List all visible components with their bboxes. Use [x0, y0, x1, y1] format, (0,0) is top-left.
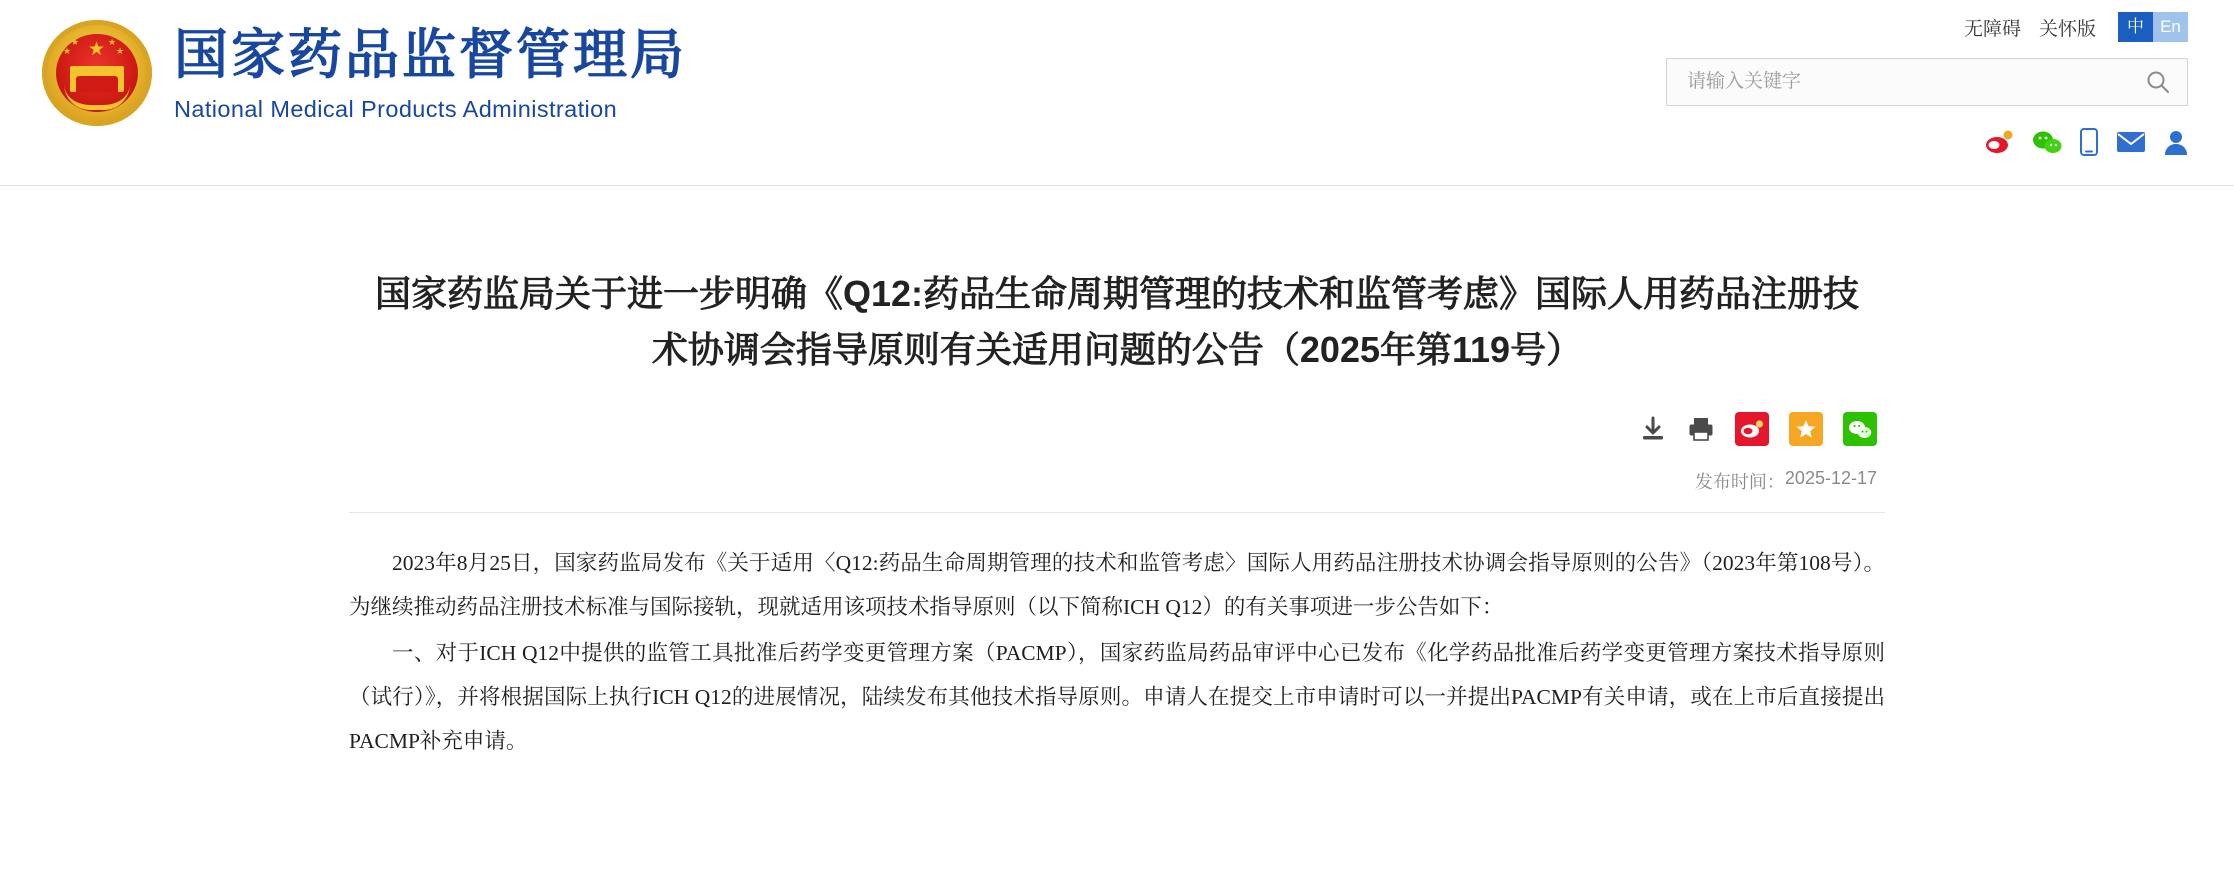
top-utility-links	[1946, 12, 2188, 42]
article-body	[349, 541, 1885, 763]
weibo-icon[interactable]	[1984, 129, 2014, 155]
org-name-en: National Medical Products Administration	[174, 96, 618, 122]
site-logo[interactable]	[38, 14, 687, 132]
share-wechat-icon[interactable]	[1843, 412, 1877, 446]
accessibility-link[interactable]: 无障碍	[1963, 18, 2021, 40]
language-switch[interactable]	[2118, 12, 2188, 42]
search-box[interactable]	[1666, 58, 2188, 106]
download-icon[interactable]	[1639, 415, 1667, 443]
care-version-link[interactable]: 关怀版	[2038, 18, 2096, 40]
user-icon[interactable]	[2164, 129, 2188, 155]
wechat-icon[interactable]	[2032, 129, 2062, 155]
print-icon[interactable]	[1687, 415, 1715, 443]
lang-en-button[interactable]: En	[2153, 12, 2188, 42]
org-name-cn: 国家药品监督管理局	[174, 25, 687, 85]
china-national-emblem-icon: ★ ★ ★ ★ ★	[38, 14, 156, 132]
site-header	[0, 0, 2234, 186]
social-icon-row	[1984, 128, 2188, 156]
mobile-icon[interactable]	[2080, 128, 2098, 156]
article-paragraph: 一、对于ICH Q12中提供的监管工具批准后药学变更管理方案（PACMP），国家药监局药品审评中心已发布《化学药品批准后药学变更管理方案技术指导原则（试行）》，并将根据国际上执行ICH Q12的进展情况，陆续发布其他技术指导原则。申请人在提交上市申请时可以一并提出PACMP有关申请，或在上市后直接提出PACMP补充申请。	[349, 641, 1885, 754]
search-button[interactable]	[2129, 59, 2187, 105]
email-icon[interactable]	[2116, 130, 2146, 154]
lang-cn-button[interactable]: 中	[2118, 12, 2153, 42]
publish-time-label: 发布时间：	[1694, 472, 1785, 493]
page-title: 国家药监局关于进一步明确《Q12:药品生命周期管理的技术和监管考虑》国际人用药品注册技术协调会指导原则有关适用问题的公告（2025年第119号）	[374, 273, 1860, 371]
publish-time-value: 2025-12-17	[1784, 468, 1877, 489]
article-container	[349, 186, 1885, 763]
article-paragraph: 2023年8月25日，国家药监局发布《关于适用〈Q12:药品生命周期管理的技术和监管考虑〉国际人用药品注册技术协调会指导原则的公告》（2023年第108号）。为继续推动药品注册技术标准与国际接轨，现就适用该项技术指导原则（以下简称ICH Q12）的有关事项进一步公告如下：	[349, 551, 1885, 620]
article-toolbar	[349, 412, 1885, 446]
publish-time-row	[349, 468, 1885, 513]
share-weibo-icon[interactable]	[1735, 412, 1769, 446]
search-input[interactable]	[1667, 59, 2129, 105]
favorite-star-icon[interactable]	[1789, 412, 1823, 446]
search-icon	[2145, 69, 2171, 95]
